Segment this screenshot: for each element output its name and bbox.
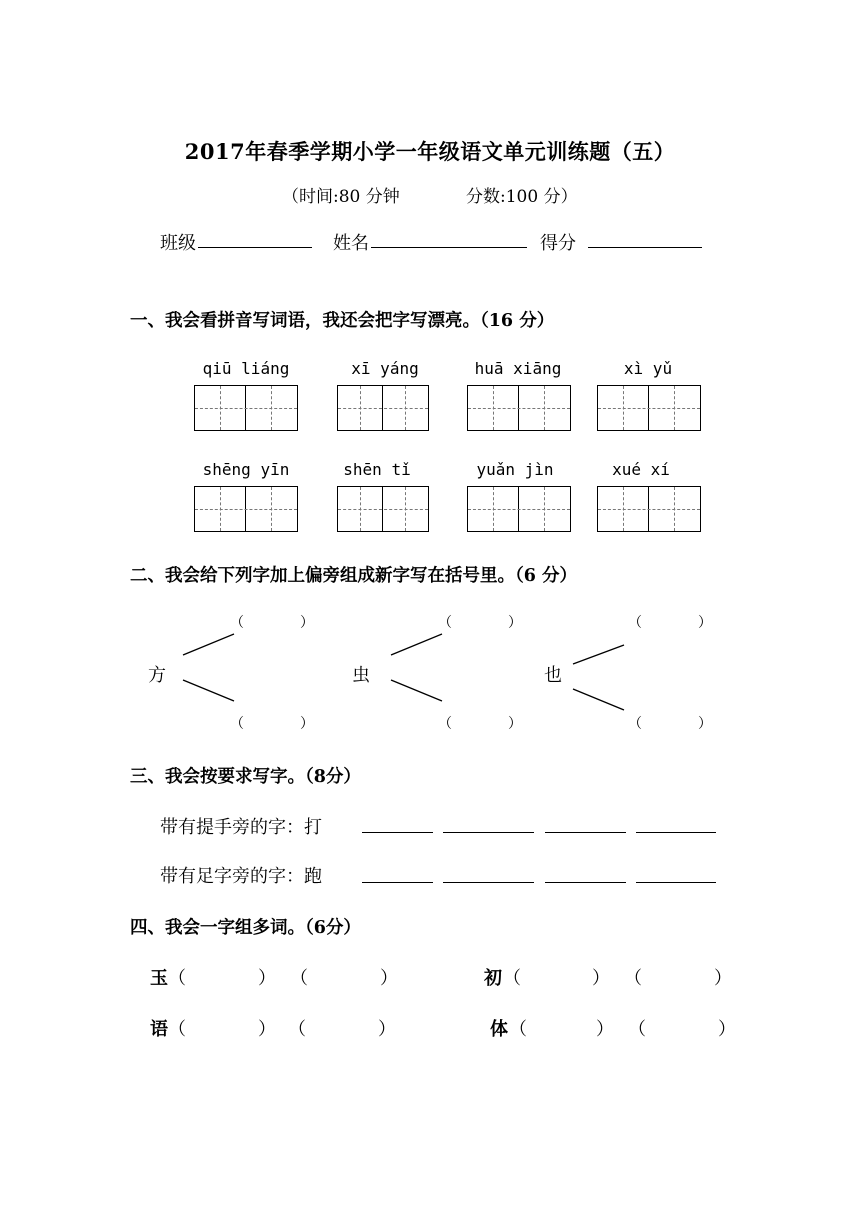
paren-open: （ — [168, 1019, 186, 1040]
paren-close: ） — [718, 1019, 736, 1040]
section4-heading: 四、我会一字组多词。（6分） — [130, 918, 361, 938]
answer-blank[interactable] — [636, 832, 716, 833]
exam-score: 分数:100 分） — [466, 187, 578, 207]
paren-open: （ — [509, 1019, 527, 1040]
paren-close: ） — [258, 1019, 276, 1040]
answer-blank[interactable] — [362, 882, 433, 883]
paren-close: ） — [508, 615, 522, 631]
paren-open: （ — [230, 615, 244, 631]
base-char: 虫 — [352, 665, 370, 686]
paren-open: （ — [503, 968, 521, 989]
pinyin-label: xué xí — [612, 460, 670, 479]
connector-line — [573, 689, 624, 710]
section2-heading: 二、我会给下列字加上偏旁组成新字写在括号里。（6 分） — [130, 566, 578, 586]
pinyin-label: xì yǔ — [623, 359, 673, 378]
name-label: 姓名 — [333, 233, 369, 254]
paren-close: ） — [300, 615, 314, 631]
exam-time: （时间:80 分钟 — [282, 187, 400, 207]
word-char: 语 — [150, 1019, 168, 1040]
pinyin-label: qiū liáng — [202, 359, 290, 378]
pinyin-label: shēn tǐ — [343, 460, 411, 479]
row-label: 带有提手旁的字：打 — [160, 817, 322, 838]
word-char: 体 — [490, 1019, 508, 1040]
connector-line — [391, 680, 442, 701]
pinyin-label: shēng yīn — [202, 460, 290, 479]
paren-close: ） — [592, 968, 610, 989]
pinyin-label: huā xiāng — [474, 359, 562, 378]
word-char: 初 — [484, 968, 502, 989]
grade-label: 得分 — [540, 233, 576, 254]
paren-close: ） — [698, 615, 712, 631]
paren-close: ） — [378, 1019, 396, 1040]
paren-open: （ — [168, 968, 186, 989]
connector-line — [391, 634, 442, 655]
paren-open: （ — [624, 968, 642, 989]
paren-close: ） — [698, 716, 712, 732]
paren-open: （ — [628, 615, 642, 631]
paren-open: （ — [628, 716, 642, 732]
connector-line — [573, 645, 624, 664]
answer-blank[interactable] — [636, 882, 716, 883]
paren-close: ） — [380, 968, 398, 989]
paren-open: （ — [438, 615, 452, 631]
answer-blank[interactable] — [545, 882, 626, 883]
paren-close: ） — [300, 716, 314, 732]
answer-blank[interactable] — [443, 882, 534, 883]
paren-open: （ — [438, 716, 452, 732]
connector-line — [183, 634, 234, 655]
paren-open: （ — [290, 968, 308, 989]
word-char: 玉 — [150, 968, 168, 989]
base-char: 也 — [544, 665, 562, 686]
answer-blank[interactable] — [545, 832, 626, 833]
page-title: 2017年春季学期小学一年级语文单元训练题（五） — [184, 139, 676, 164]
section3-heading: 三、我会按要求写字。（8分） — [130, 767, 361, 787]
connector-line — [183, 680, 234, 701]
section1-heading: 一、我会看拼音写词语，我还会把字写漂亮。（16 分） — [130, 311, 555, 331]
paren-open: （ — [230, 716, 244, 732]
pinyin-label: yuǎn jìn — [476, 460, 554, 479]
paren-close: ） — [714, 968, 732, 989]
paren-close: ） — [508, 716, 522, 732]
class-label: 班级 — [160, 233, 196, 254]
paren-open: （ — [628, 1019, 646, 1040]
paren-close: ） — [258, 968, 276, 989]
row-label: 带有足字旁的字：跑 — [160, 866, 322, 887]
answer-blank[interactable] — [443, 832, 534, 833]
paren-open: （ — [288, 1019, 306, 1040]
pinyin-label: xī yáng — [351, 359, 419, 378]
answer-blank[interactable] — [362, 832, 433, 833]
paren-close: ） — [596, 1019, 614, 1040]
base-char: 方 — [148, 665, 166, 686]
